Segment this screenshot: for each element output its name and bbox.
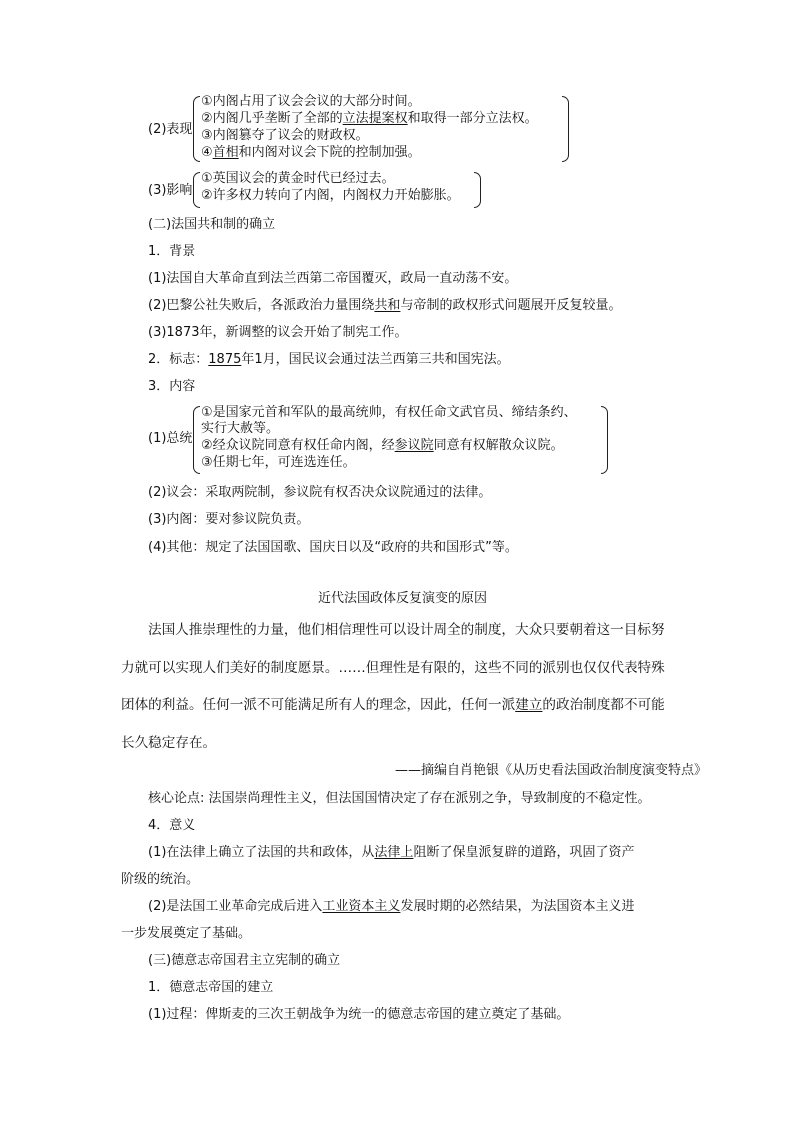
yingxiang-item-2: ②许多权力转向了内阁，内阁权力开始膨胀。 xyxy=(201,188,460,203)
zongtong-item-3: ③任期七年，可连选连任。 xyxy=(201,455,356,470)
box-title: 近代法国政体反复演变的原因 xyxy=(318,591,488,606)
box-paragraph-line-2: 力就可以实现人们美好的制度愿景。……但理性是有限的，这些不同的派别也仅仅代表特殊 xyxy=(121,660,665,676)
box-paragraph-line-3: 团体的利益。任何一派不可能满足所有人的理念，因此，任何一派建立的政治制度都不可能 xyxy=(121,697,665,713)
zongtong-item-1: ①是国家元首和军队的最高统帅，有权任命文武官员、缔结条约、 xyxy=(201,405,577,420)
right-brace xyxy=(601,406,608,474)
subheading-beijing: 1．背景 xyxy=(148,244,196,259)
yiyi-1-cont: 阶级的统治。 xyxy=(121,872,200,887)
right-brace xyxy=(474,172,481,208)
yingxiang-label: (3)影响 xyxy=(148,183,193,198)
box-paragraph-line-1: 法国人推崇理性的力量，他们相信理性可以设计周全的制度，大众只要朝着这一目标努 xyxy=(148,622,665,638)
right-brace xyxy=(562,96,569,162)
germany-process: (1)过程：俾斯麦的三次王朝战争为统一的德意志帝国的建立奠定了基础。 xyxy=(148,1007,570,1022)
zongtong-item-1b: 实行大赦等。 xyxy=(201,421,280,436)
beijing-3: (3)1873年，新调整的议会开始了制宪工作。 xyxy=(148,325,408,340)
qita: (4)其他：规定了法国国歌、国庆日以及“政府的共和国形式”等。 xyxy=(148,540,518,555)
beijing-2: (2)巴黎公社失败后，各派政治力量围绕共和与帝制的政权形式问题展开反复较量。 xyxy=(148,298,622,313)
biaoxian-item-1: ①内阁占用了议会会议的大部分时间。 xyxy=(201,94,421,109)
box-paragraph-line-4: 长久稳定存在。 xyxy=(121,735,217,751)
left-brace xyxy=(193,96,200,162)
biaoxian-item-4: ④首相和内阁对议会下院的控制加强。 xyxy=(201,145,421,160)
subheading-yiyi: 4．意义 xyxy=(148,818,196,833)
neige: (3)内阁：要对参议院负责。 xyxy=(148,512,310,527)
left-brace xyxy=(193,406,200,474)
biaoxian-item-2: ②内阁几乎垄断了全部的立法提案权和取得一部分立法权。 xyxy=(201,111,538,126)
box-core-point: 核心论点: 法国崇尚理性主义，但法国国情决定了存在派别之争，导致制度的不稳定性。 xyxy=(148,791,651,806)
biaozhi: 2．标志：1875年1月，国民议会通过法兰西第三共和国宪法。 xyxy=(148,352,510,367)
box-source: ——摘编自肖艳银《从历史看法国政治制度演变特点》 xyxy=(395,763,708,778)
yingxiang-item-1: ①英国议会的黄金时代已经过去。 xyxy=(201,171,395,186)
yiyi-1: (1)在法律上确立了法国的共和政体，从法律上阻断了保皇派复辟的道路，巩固了资产 xyxy=(148,845,635,860)
zongtong-item-2: ②经众议院同意有权任命内阁，经参议院同意有权解散众议院。 xyxy=(201,438,564,453)
section-heading-france: (二)法国共和制的确立 xyxy=(148,217,276,232)
section-heading-germany: (三)德意志帝国君主立宪制的确立 xyxy=(148,953,341,968)
yiyi-2-cont: 一步发展奠定了基础。 xyxy=(121,926,252,941)
zongtong-label: (1)总统 xyxy=(148,431,193,446)
biaoxian-label: (2)表现 xyxy=(148,122,193,137)
yihui: (2)议会：采取两院制，参议院有权否决众议院通过的法律。 xyxy=(148,485,492,500)
biaoxian-item-3: ③内阁篡夺了议会的财政权。 xyxy=(201,128,369,143)
yiyi-2: (2)是法国工业革命完成后进入工业资本主义发展时期的必然结果，为法国资本主义进 xyxy=(148,899,635,914)
left-brace xyxy=(193,172,200,208)
subheading-germany-founding: 1．德意志帝国的建立 xyxy=(148,980,274,995)
beijing-1: (1)法国自大革命直到法兰西第二帝国覆灭，政局一直动荡不安。 xyxy=(148,271,518,286)
subheading-neirong: 3．内容 xyxy=(148,379,196,394)
